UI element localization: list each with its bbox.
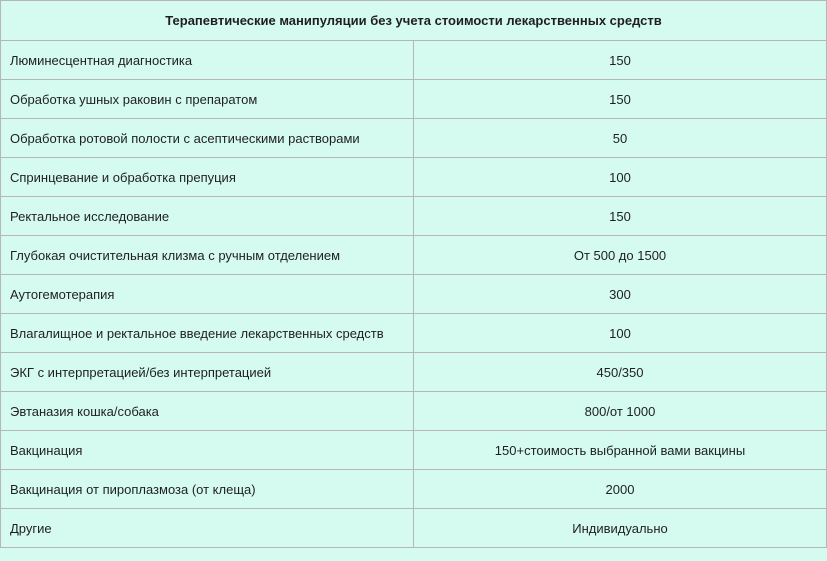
- service-price: 150: [414, 80, 827, 119]
- table-title: Терапевтические манипуляции без учета стоимости лекарственных средств: [1, 1, 827, 41]
- table-row: [1, 353, 827, 392]
- service-name: Ректальное исследование: [1, 197, 414, 236]
- service-price: От 500 до 1500: [414, 236, 827, 275]
- table-row: [1, 119, 827, 158]
- table-row: [1, 236, 827, 275]
- service-name: Вакцинация: [1, 431, 414, 470]
- service-price: 150: [414, 197, 827, 236]
- table-row: [1, 197, 827, 236]
- service-price: 800/от 1000: [414, 392, 827, 431]
- table-row: [1, 314, 827, 353]
- table-row: [1, 158, 827, 197]
- service-price: 100: [414, 314, 827, 353]
- service-price: 100: [414, 158, 827, 197]
- table-row: [1, 41, 827, 80]
- table-row: [1, 509, 827, 548]
- service-name: Вакцинация от пироплазмоза (от клеща): [1, 470, 414, 509]
- service-name: Аутогемотерапия: [1, 275, 414, 314]
- table-row: [1, 392, 827, 431]
- table-header-row: [1, 1, 827, 41]
- service-name: Обработка ротовой полости с асептическими растворами: [1, 119, 414, 158]
- service-name: Спринцевание и обработка препуция: [1, 158, 414, 197]
- service-name: ЭКГ с интерпретацией/без интерпретацией: [1, 353, 414, 392]
- service-name: Другие: [1, 509, 414, 548]
- service-name: Эвтаназия кошка/собака: [1, 392, 414, 431]
- service-name: Обработка ушных раковин с препаратом: [1, 80, 414, 119]
- service-price: 450/350: [414, 353, 827, 392]
- service-name: Влагалищное и ректальное введение лекарственных средств: [1, 314, 414, 353]
- table-row: [1, 431, 827, 470]
- service-price: 150: [414, 41, 827, 80]
- service-price: 300: [414, 275, 827, 314]
- service-price: 2000: [414, 470, 827, 509]
- table-row: [1, 80, 827, 119]
- service-name: Глубокая очистительная клизма с ручным отделением: [1, 236, 414, 275]
- table-row: [1, 275, 827, 314]
- service-name: Люминесцентная диагностика: [1, 41, 414, 80]
- service-price: 50: [414, 119, 827, 158]
- service-price: 150+стоимость выбранной вами вакцины: [414, 431, 827, 470]
- service-price: Индивидуально: [414, 509, 827, 548]
- table-row: [1, 470, 827, 509]
